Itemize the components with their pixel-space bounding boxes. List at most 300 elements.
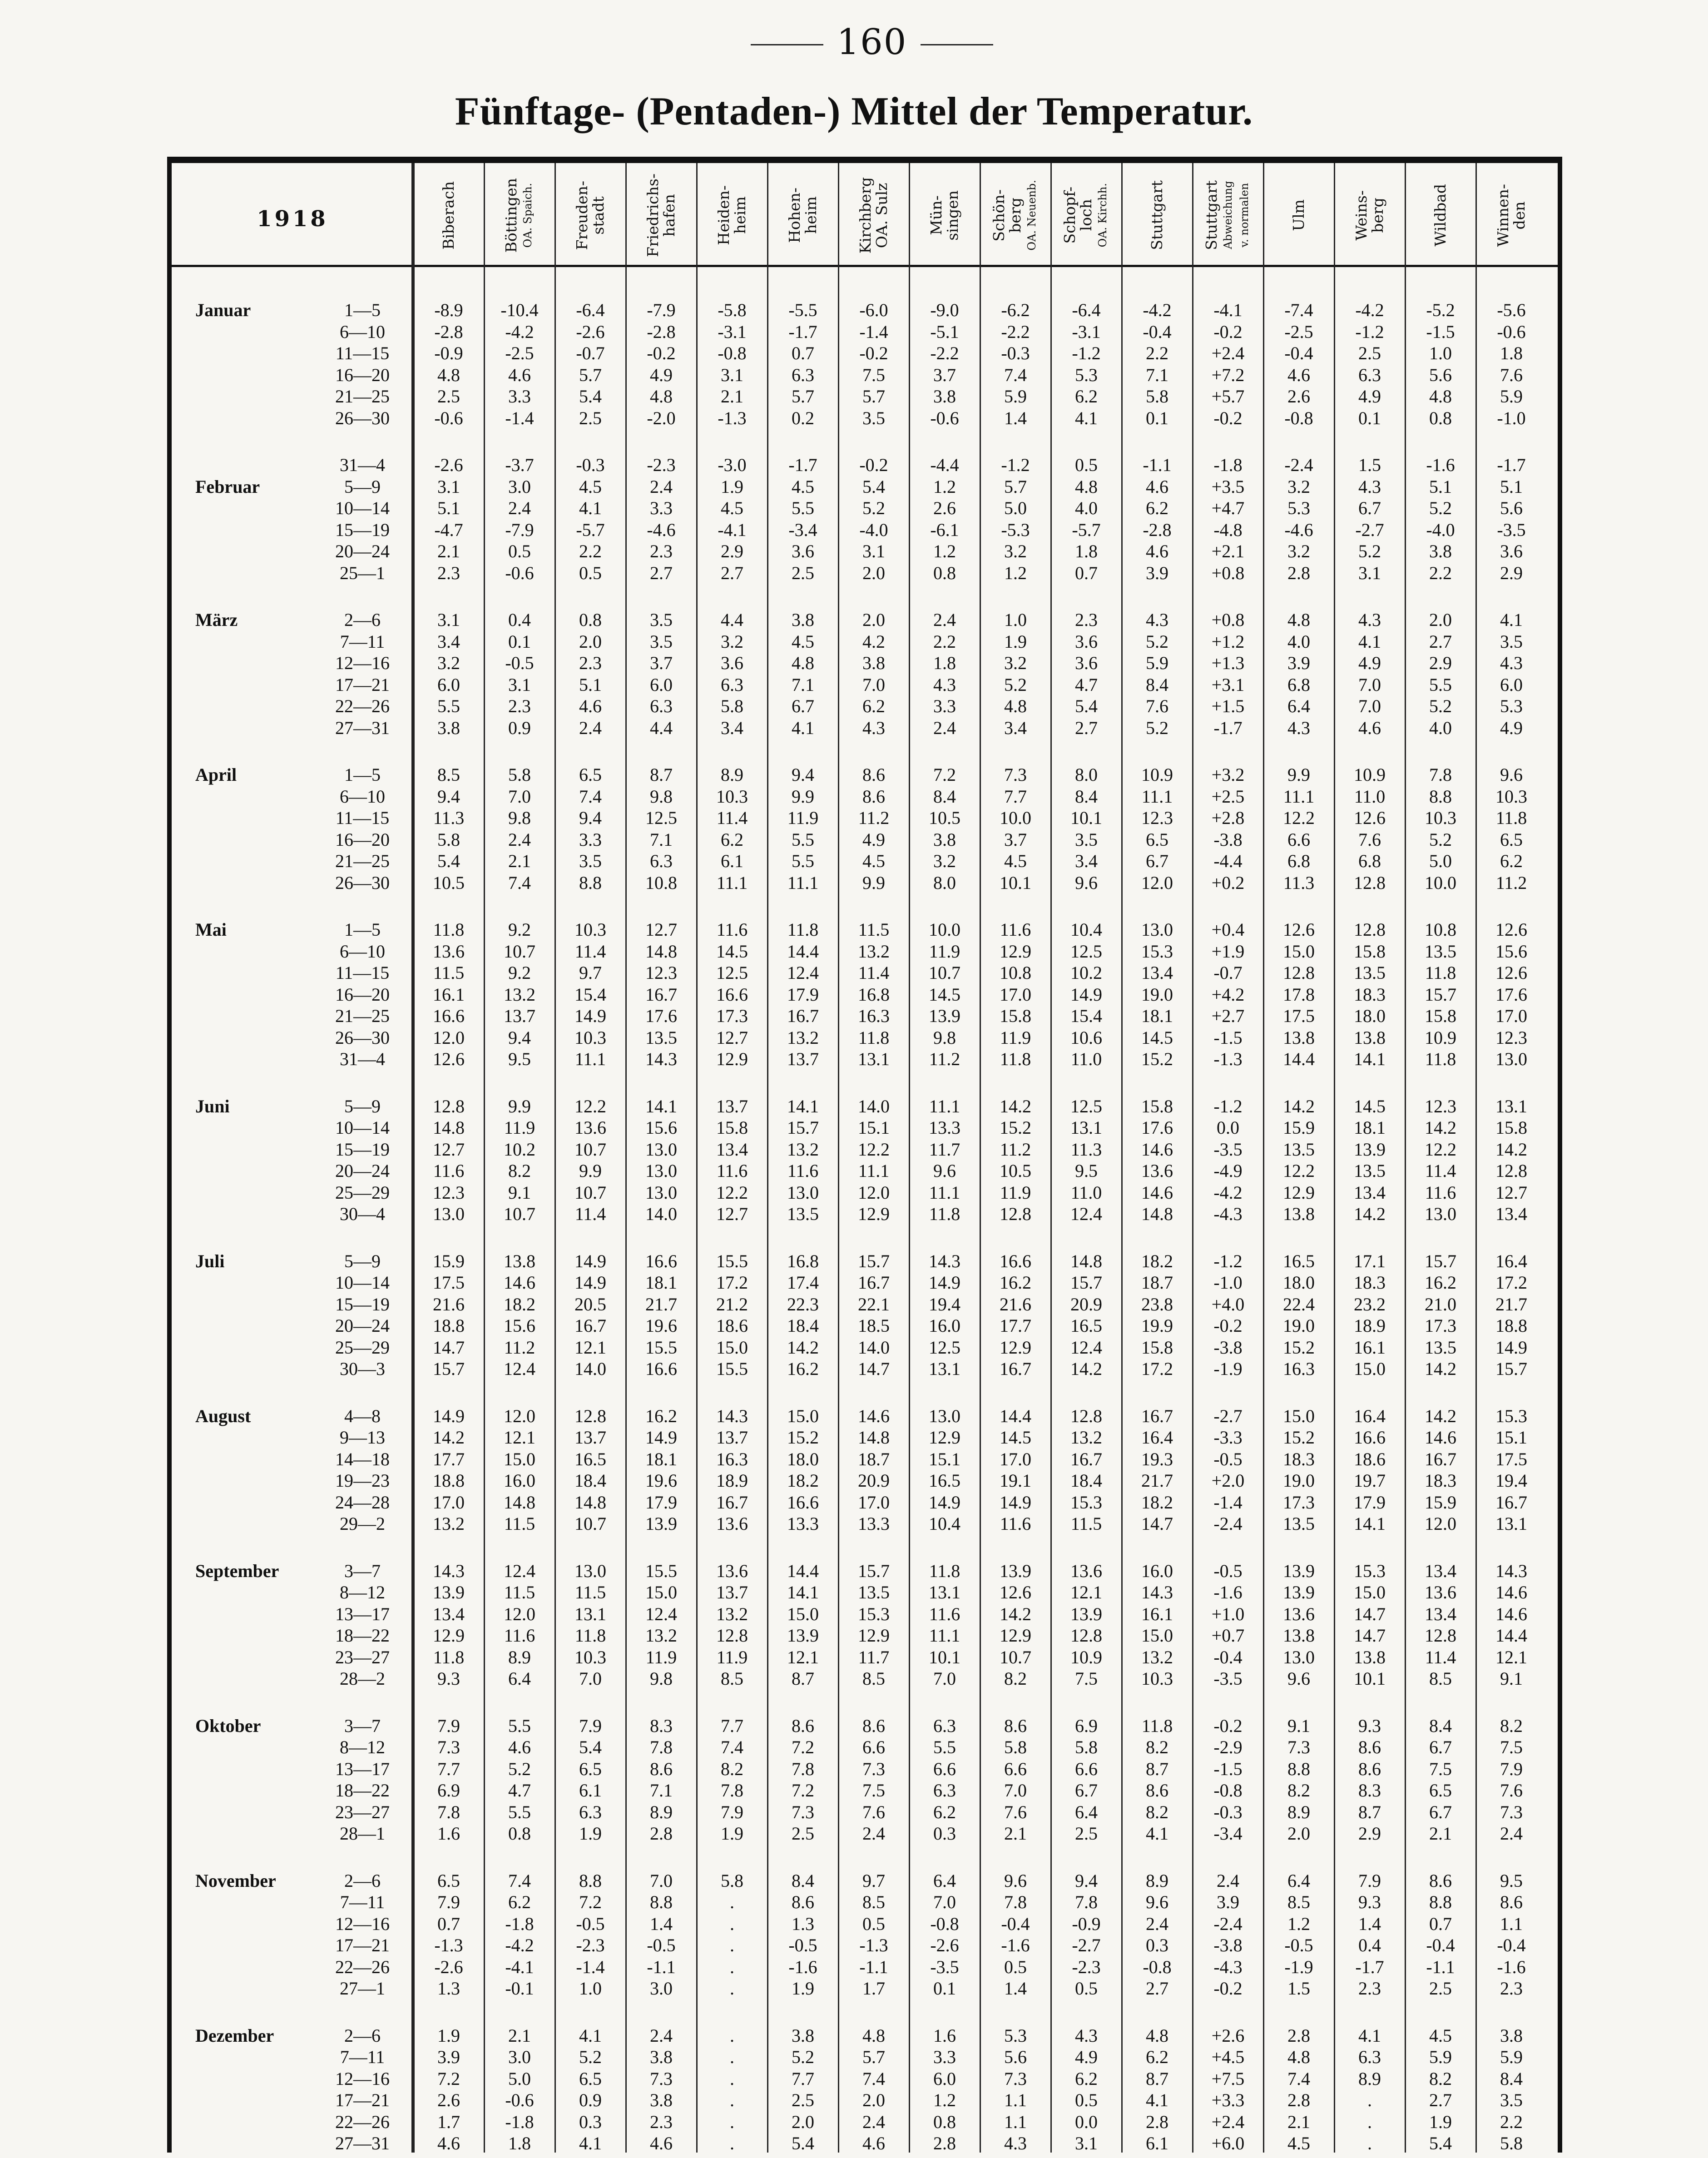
table-cell: 3.8 bbox=[1429, 541, 1452, 561]
table-cell: 5.4 bbox=[1429, 2133, 1452, 2153]
table-cell: 3.7 bbox=[650, 653, 673, 673]
table-cell: 2.4 bbox=[579, 717, 602, 738]
table-cell: 3.6 bbox=[792, 541, 814, 561]
table-cell: -3.8 bbox=[1213, 829, 1243, 850]
column-header bbox=[980, 168, 1051, 263]
table-cell: 14.7 bbox=[1141, 1513, 1173, 1534]
table-cell: 9.5 bbox=[508, 1049, 531, 1069]
table-cell: 0.0 bbox=[1217, 1117, 1239, 1138]
table-cell: 13.9 bbox=[1283, 1560, 1315, 1581]
table-cell: 17.9 bbox=[645, 1492, 677, 1513]
table-cell: 12.9 bbox=[1000, 1337, 1031, 1358]
table-cell: 12.6 bbox=[1000, 1582, 1031, 1602]
table-cell: 5.5 bbox=[792, 829, 814, 850]
table-cell: 14.6 bbox=[1495, 1603, 1527, 1624]
table-cell: 13.5 bbox=[1354, 1161, 1386, 1181]
table-cell: 14.4 bbox=[1495, 1625, 1527, 1646]
table-cell: 6.6 bbox=[862, 1737, 885, 1757]
table-cell: 3.5 bbox=[1500, 2090, 1523, 2110]
month-label: April bbox=[195, 764, 237, 785]
table-cell: 5.9 bbox=[1429, 2047, 1452, 2067]
table-cell: 7.5 bbox=[1429, 1758, 1452, 1779]
table-cell: 3.8 bbox=[792, 610, 814, 630]
table-cell: 1.8 bbox=[1500, 343, 1523, 363]
table-cell: 13.2 bbox=[716, 1603, 748, 1624]
table-cell: 14.9 bbox=[1000, 1492, 1031, 1513]
table-cell: 16.3 bbox=[858, 1006, 890, 1026]
table-cell: 15.2 bbox=[1283, 1337, 1315, 1358]
table-cell: 7.3 bbox=[437, 1737, 460, 1757]
table-cell: 11.9 bbox=[645, 1647, 677, 1667]
table-cell: 4.6 bbox=[1146, 541, 1168, 561]
table-cell: 7.5 bbox=[1075, 1668, 1098, 1689]
table-cell: 6.9 bbox=[437, 1780, 460, 1801]
table-cell: 14.2 bbox=[433, 1427, 465, 1448]
table-cell: 4.8 bbox=[1429, 386, 1452, 407]
pentad-label: 13—17 bbox=[335, 1758, 390, 1779]
table-cell: 17.4 bbox=[787, 1272, 819, 1293]
table-cell: -0.9 bbox=[434, 343, 463, 363]
pentad-label: 8—12 bbox=[340, 1582, 385, 1602]
table-cell: 8.6 bbox=[1500, 1892, 1523, 1912]
column-header-name: Freuden- stadt bbox=[573, 180, 607, 250]
table-cell: 11.3 bbox=[1070, 1139, 1102, 1160]
table-cell: 11.8 bbox=[787, 919, 819, 940]
table-cell: -1.2 bbox=[1213, 1096, 1243, 1116]
table-cell: 7.0 bbox=[933, 1668, 956, 1689]
table-cell: 19.9 bbox=[1141, 1315, 1173, 1336]
table-cell: +1.5 bbox=[1211, 696, 1245, 716]
table-cell: 9.6 bbox=[1500, 764, 1523, 785]
table-cell: 8.8 bbox=[1287, 1758, 1310, 1779]
table-cell: 11.5 bbox=[1070, 1513, 1102, 1534]
table-cell: 13.7 bbox=[787, 1049, 819, 1069]
table-cell: 4.3 bbox=[1358, 610, 1381, 630]
table-cell: 2.3 bbox=[579, 653, 602, 673]
table-cell: 14.9 bbox=[929, 1492, 960, 1513]
table-cell: 10.8 bbox=[1000, 962, 1031, 983]
table-cell: 7.1 bbox=[792, 674, 814, 695]
table-cell: 2.9 bbox=[1500, 562, 1523, 583]
table-cell: 5.4 bbox=[1075, 696, 1098, 716]
table-cell: 3.1 bbox=[437, 476, 460, 497]
table-cell: 14.5 bbox=[716, 941, 748, 962]
table-cell: 13.5 bbox=[1283, 1513, 1315, 1534]
table-cell: 8.6 bbox=[862, 764, 885, 785]
table-cell: 4.9 bbox=[650, 364, 673, 385]
table-cell: 2.4 bbox=[933, 610, 956, 630]
table-cell: 11.1 bbox=[1141, 786, 1173, 807]
table-cell: 3.0 bbox=[508, 476, 531, 497]
table-cell: 5.8 bbox=[1146, 386, 1168, 407]
table-cell: 10.5 bbox=[433, 872, 465, 893]
table-cell: 7.8 bbox=[1004, 1892, 1027, 1912]
table-cell: -2.6 bbox=[576, 321, 605, 342]
table-cell: 20.5 bbox=[574, 1294, 606, 1315]
table-cell: 13.8 bbox=[1283, 1027, 1315, 1048]
table-cell: . bbox=[730, 2133, 734, 2153]
table-cell: 7.8 bbox=[1075, 1892, 1098, 1912]
table-cell: 8.2 bbox=[1004, 1668, 1027, 1689]
table-cell: 19.0 bbox=[1283, 1470, 1315, 1491]
table-cell: 11.6 bbox=[504, 1625, 535, 1646]
table-cell: 13.0 bbox=[787, 1182, 819, 1203]
table-cell: 18.2 bbox=[1141, 1492, 1173, 1513]
table-cell: 13.2 bbox=[787, 1139, 819, 1160]
table-cell: 12.2 bbox=[1283, 1161, 1315, 1181]
table-cell: 9.8 bbox=[650, 786, 673, 807]
table-cell: 16.5 bbox=[574, 1449, 606, 1469]
table-cell: 13.6 bbox=[1425, 1582, 1456, 1602]
table-cell: -2.6 bbox=[434, 1956, 463, 1977]
table-cell: 4.8 bbox=[792, 653, 814, 673]
table-cell: 8.5 bbox=[1429, 1668, 1452, 1689]
table-cell: 8.5 bbox=[862, 1668, 885, 1689]
table-cell: +3.5 bbox=[1211, 476, 1245, 497]
table-cell: 16.7 bbox=[1141, 1405, 1173, 1426]
pentad-label: 18—22 bbox=[335, 1625, 390, 1646]
table-cell: 5.2 bbox=[1429, 696, 1452, 716]
table-cell: 3.8 bbox=[933, 829, 956, 850]
month-label: September bbox=[195, 1560, 279, 1581]
table-cell: -4.1 bbox=[1213, 300, 1243, 320]
table-cell: 7.8 bbox=[437, 1801, 460, 1822]
table-cell: 17.0 bbox=[858, 1492, 890, 1513]
pentad-label: 14—18 bbox=[335, 1449, 390, 1469]
table-cell: 5.5 bbox=[508, 1715, 531, 1736]
table-cell: +0.8 bbox=[1211, 610, 1245, 630]
table-cell: +4.2 bbox=[1211, 984, 1245, 1005]
table-cell: 12.3 bbox=[433, 1182, 465, 1203]
table-cell: 13.2 bbox=[1070, 1427, 1102, 1448]
table-cell: 8.6 bbox=[1358, 1758, 1381, 1779]
table-cell: 8.2 bbox=[508, 1161, 531, 1181]
table-cell: -5.2 bbox=[1426, 300, 1455, 320]
table-cell: 4.5 bbox=[721, 498, 743, 518]
table-cell: 11.0 bbox=[1070, 1182, 1102, 1203]
table-cell: 15.9 bbox=[433, 1250, 465, 1271]
table-cell: 14.4 bbox=[787, 941, 819, 962]
column-header bbox=[838, 168, 909, 263]
table-cell: 7.3 bbox=[792, 1801, 814, 1822]
table-cell: 13.6 bbox=[1283, 1603, 1315, 1624]
table-cell: 9.6 bbox=[933, 1161, 956, 1181]
table-cell: 0.5 bbox=[508, 541, 531, 561]
table-cell: 13.3 bbox=[858, 1513, 890, 1534]
table-cell: 1.2 bbox=[1287, 1913, 1310, 1934]
table-cell: 7.6 bbox=[1146, 696, 1168, 716]
table-cell: -3.5 bbox=[1213, 1139, 1243, 1160]
table-cell: 7.8 bbox=[1429, 764, 1452, 785]
table-cell: 7.2 bbox=[792, 1737, 814, 1757]
table-cell: 8.6 bbox=[1004, 1715, 1027, 1736]
table-cell: 8.5 bbox=[862, 1892, 885, 1912]
table-cell: 7.0 bbox=[1358, 674, 1381, 695]
table-cell: 2.1 bbox=[721, 386, 743, 407]
table-cell: -0.6 bbox=[505, 562, 534, 583]
table-cell: -0.8 bbox=[1284, 407, 1313, 428]
table-cell: 12.6 bbox=[433, 1049, 465, 1069]
table-cell: 4.3 bbox=[1358, 476, 1381, 497]
table-cell: 12.6 bbox=[1283, 919, 1315, 940]
table-cell: -2.7 bbox=[1213, 1405, 1243, 1426]
table-cell: 7.1 bbox=[1146, 364, 1168, 385]
table-cell: +0.8 bbox=[1211, 562, 1245, 583]
table-cell: 9.8 bbox=[508, 808, 531, 828]
table-cell: 2.9 bbox=[1358, 1823, 1381, 1844]
temperature-table bbox=[167, 157, 1562, 2153]
month-label: Dezember bbox=[195, 2025, 274, 2046]
table-cell: 5.1 bbox=[1429, 476, 1452, 497]
table-cell: . bbox=[730, 2025, 734, 2046]
table-cell: +4.5 bbox=[1211, 2047, 1245, 2067]
table-cell: 0.7 bbox=[792, 343, 814, 363]
table-cell: 14.2 bbox=[1070, 1359, 1102, 1379]
table-cell: 12.1 bbox=[574, 1337, 606, 1358]
column-header bbox=[697, 168, 767, 263]
table-cell: -0.2 bbox=[1213, 321, 1243, 342]
table-cell: 11.8 bbox=[1141, 1715, 1173, 1736]
table-cell: 17.8 bbox=[1283, 984, 1315, 1005]
table-cell: 13.1 bbox=[858, 1049, 890, 1069]
table-cell: +2.8 bbox=[1211, 808, 1245, 828]
table-cell: 11.8 bbox=[433, 1647, 465, 1667]
table-cell: 8.5 bbox=[1287, 1892, 1310, 1912]
table-cell: 8.5 bbox=[437, 764, 460, 785]
table-cell: -3.4 bbox=[788, 519, 817, 540]
table-cell: -5.1 bbox=[930, 321, 959, 342]
table-cell: 8.4 bbox=[792, 1870, 814, 1891]
table-cell: -3.4 bbox=[1213, 1823, 1243, 1844]
table-cell: 6.5 bbox=[437, 1870, 460, 1891]
table-cell: -2.3 bbox=[1072, 1956, 1101, 1977]
table-cell: 12.4 bbox=[1070, 1337, 1102, 1358]
table-cell: 13.1 bbox=[1495, 1096, 1527, 1116]
table-cell: 17.0 bbox=[1495, 1006, 1527, 1026]
table-cell: 9.3 bbox=[1358, 1892, 1381, 1912]
table-cell: 21.7 bbox=[1495, 1294, 1527, 1315]
table-cell: 0.0 bbox=[1075, 2111, 1098, 2132]
table-cell: 5.9 bbox=[1004, 386, 1027, 407]
table-cell: 4.6 bbox=[1358, 717, 1381, 738]
table-cell: 16.6 bbox=[1354, 1427, 1386, 1448]
table-cell: 9.7 bbox=[862, 1870, 885, 1891]
table-cell: 10.0 bbox=[1000, 808, 1031, 828]
table-cell: 5.2 bbox=[1358, 541, 1381, 561]
table-cell: 2.0 bbox=[862, 2090, 885, 2110]
table-cell: 4.5 bbox=[792, 631, 814, 652]
table-cell: -0.8 bbox=[930, 1913, 959, 1934]
table-cell: 11.1 bbox=[1283, 786, 1315, 807]
table-cell: 2.5 bbox=[792, 1823, 814, 1844]
table-cell: 15.0 bbox=[1354, 1582, 1386, 1602]
table-cell: 14.9 bbox=[433, 1405, 465, 1426]
table-cell: 4.1 bbox=[579, 2025, 602, 2046]
table-cell: 8.4 bbox=[1146, 674, 1168, 695]
table-cell: 14.7 bbox=[858, 1359, 890, 1379]
table-cell: 6.6 bbox=[1287, 829, 1310, 850]
table-cell: 9.6 bbox=[1146, 1892, 1168, 1912]
table-cell: 2.6 bbox=[1287, 386, 1310, 407]
table-cell: 4.6 bbox=[1146, 476, 1168, 497]
table-cell: -0.6 bbox=[505, 2090, 534, 2110]
table-cell: 11.8 bbox=[929, 1560, 960, 1581]
table-cell: 13.9 bbox=[433, 1582, 465, 1602]
pentad-label: 6—10 bbox=[340, 786, 385, 807]
table-cell: 16.5 bbox=[1283, 1250, 1315, 1271]
table-cell: 7.4 bbox=[508, 872, 531, 893]
table-cell: 8.4 bbox=[1075, 786, 1098, 807]
table-cell: -4.3 bbox=[1213, 1204, 1243, 1224]
table-cell: 11.1 bbox=[929, 1182, 960, 1203]
table-cell: . bbox=[730, 1978, 734, 1999]
table-cell: 5.4 bbox=[579, 386, 602, 407]
table-cell: -0.4 bbox=[1426, 1935, 1455, 1955]
pentad-label: 25—29 bbox=[335, 1182, 390, 1203]
column-header bbox=[1051, 168, 1122, 263]
table-cell: 8.4 bbox=[933, 786, 956, 807]
table-cell: 12.9 bbox=[1000, 941, 1031, 962]
table-cell: 15.7 bbox=[858, 1250, 890, 1271]
table-cell: 14.9 bbox=[574, 1272, 606, 1293]
table-cell: 16.1 bbox=[1141, 1603, 1173, 1624]
table-cell: 11.4 bbox=[1425, 1161, 1456, 1181]
pentad-label: 20—24 bbox=[335, 541, 390, 561]
table-cell: -1.7 bbox=[1497, 455, 1526, 475]
table-cell: -4.2 bbox=[1355, 300, 1384, 320]
pentad-label: 19—23 bbox=[335, 1470, 390, 1491]
table-cell: 2.1 bbox=[437, 541, 460, 561]
pentad-label: 21—25 bbox=[335, 851, 390, 871]
table-cell: 6.9 bbox=[1075, 1715, 1098, 1736]
table-cell: 10.1 bbox=[929, 1647, 960, 1667]
table-cell: 5.2 bbox=[862, 498, 885, 518]
pentad-label: 11—15 bbox=[335, 808, 390, 828]
table-cell: 2.2 bbox=[579, 541, 602, 561]
table-cell: 3.5 bbox=[650, 610, 673, 630]
table-cell: 17.7 bbox=[1000, 1315, 1031, 1336]
table-cell: 9.9 bbox=[792, 786, 814, 807]
table-cell: 8.0 bbox=[933, 872, 956, 893]
table-cell: 3.4 bbox=[437, 631, 460, 652]
table-cell: 6.1 bbox=[1146, 2133, 1168, 2153]
table-cell: 18.6 bbox=[1354, 1449, 1386, 1469]
table-cell: 4.3 bbox=[1004, 2133, 1027, 2153]
table-cell: -3.8 bbox=[1213, 1337, 1243, 1358]
table-cell: 0.3 bbox=[1146, 1935, 1168, 1955]
table-cell: 7.0 bbox=[650, 1870, 673, 1891]
table-cell: +2.4 bbox=[1211, 343, 1245, 363]
table-cell: 5.2 bbox=[1146, 717, 1168, 738]
table-cell: 15.3 bbox=[1495, 1405, 1527, 1426]
table-cell: 13.9 bbox=[787, 1625, 819, 1646]
table-cell: 12.8 bbox=[433, 1096, 465, 1116]
table-cell: 11.5 bbox=[504, 1513, 535, 1534]
table-cell: 15.5 bbox=[716, 1250, 748, 1271]
table-cell: 3.8 bbox=[792, 2025, 814, 2046]
table-cell: 6.6 bbox=[933, 1758, 956, 1779]
table-cell: 16.4 bbox=[1354, 1405, 1386, 1426]
table-cell: . bbox=[730, 2111, 734, 2132]
table-cell: 13.0 bbox=[1495, 1049, 1527, 1069]
table-cell: -1.6 bbox=[1213, 1582, 1243, 1602]
table-cell: 6.2 bbox=[721, 829, 743, 850]
table-cell: +2.0 bbox=[1211, 1470, 1245, 1491]
table-cell: 5.6 bbox=[1429, 364, 1452, 385]
table-cell: 6.7 bbox=[1358, 498, 1381, 518]
table-cell: 1.5 bbox=[1287, 1978, 1310, 1999]
table-cell: 4.6 bbox=[650, 2133, 673, 2153]
table-cell: 17.5 bbox=[433, 1272, 465, 1293]
table-cell: -5.6 bbox=[1497, 300, 1526, 320]
table-cell: 12.7 bbox=[433, 1139, 465, 1160]
table-cell: -0.3 bbox=[1001, 343, 1030, 363]
table-cell: 1.4 bbox=[1004, 407, 1027, 428]
table-cell: 14.1 bbox=[787, 1582, 819, 1602]
table-cell: 10.7 bbox=[574, 1513, 606, 1534]
table-cell: 11.6 bbox=[787, 1161, 819, 1181]
table-cell: -1.6 bbox=[1001, 1935, 1030, 1955]
table-cell: 5.3 bbox=[1075, 364, 1098, 385]
table-cell: -2.0 bbox=[647, 407, 676, 428]
table-cell: 7.9 bbox=[437, 1892, 460, 1912]
pentad-label: 5—9 bbox=[344, 1096, 381, 1116]
table-cell: 11.9 bbox=[929, 941, 960, 962]
table-cell: -2.5 bbox=[1284, 321, 1313, 342]
table-cell: 11.6 bbox=[929, 1603, 960, 1624]
table-cell: -2.6 bbox=[930, 1935, 959, 1955]
table-cell: 7.7 bbox=[792, 2068, 814, 2089]
table-cell: 11.1 bbox=[787, 872, 819, 893]
table-cell: 16.5 bbox=[1070, 1315, 1102, 1336]
table-cell: 11.9 bbox=[1000, 1182, 1031, 1203]
table-cell: 17.9 bbox=[787, 984, 819, 1005]
table-cell: 6.3 bbox=[650, 696, 673, 716]
pentad-label: 26—30 bbox=[335, 1027, 390, 1048]
table-cell: 2.0 bbox=[579, 631, 602, 652]
table-cell: 11.5 bbox=[504, 1582, 535, 1602]
table-cell: 4.1 bbox=[1146, 2090, 1168, 2110]
table-cell: 19.1 bbox=[1000, 1470, 1031, 1491]
month-label: Januar bbox=[195, 300, 251, 320]
table-cell: 15.8 bbox=[1141, 1337, 1173, 1358]
table-cell: 8.7 bbox=[1146, 1758, 1168, 1779]
table-cell: 14.8 bbox=[504, 1492, 535, 1513]
pentad-label: 1—5 bbox=[344, 300, 381, 320]
table-cell: 12.9 bbox=[929, 1427, 960, 1448]
table-cell: 3.2 bbox=[1004, 653, 1027, 673]
table-cell: 18.1 bbox=[1141, 1006, 1173, 1026]
table-cell: -2.4 bbox=[1213, 1513, 1243, 1534]
table-cell: 13.0 bbox=[929, 1405, 960, 1426]
table-cell: 11.2 bbox=[504, 1337, 535, 1358]
table-cell: 7.4 bbox=[1004, 364, 1027, 385]
table-cell: 0.5 bbox=[1075, 2090, 1098, 2110]
table-cell: 15.6 bbox=[504, 1315, 535, 1336]
table-cell: 7.7 bbox=[1004, 786, 1027, 807]
table-cell: 3.9 bbox=[1146, 562, 1168, 583]
table-cell: 21.7 bbox=[645, 1294, 677, 1315]
table-cell: 5.7 bbox=[862, 386, 885, 407]
table-cell: 4.8 bbox=[650, 386, 673, 407]
table-cell: 18.8 bbox=[433, 1470, 465, 1491]
table-cell: 0.5 bbox=[1075, 455, 1098, 475]
table-cell: 5.5 bbox=[792, 498, 814, 518]
table-cell: 3.6 bbox=[721, 653, 743, 673]
table-cell: 16.7 bbox=[574, 1315, 606, 1336]
table-cell: 9.6 bbox=[1287, 1668, 1310, 1689]
table-cell: 3.8 bbox=[437, 717, 460, 738]
